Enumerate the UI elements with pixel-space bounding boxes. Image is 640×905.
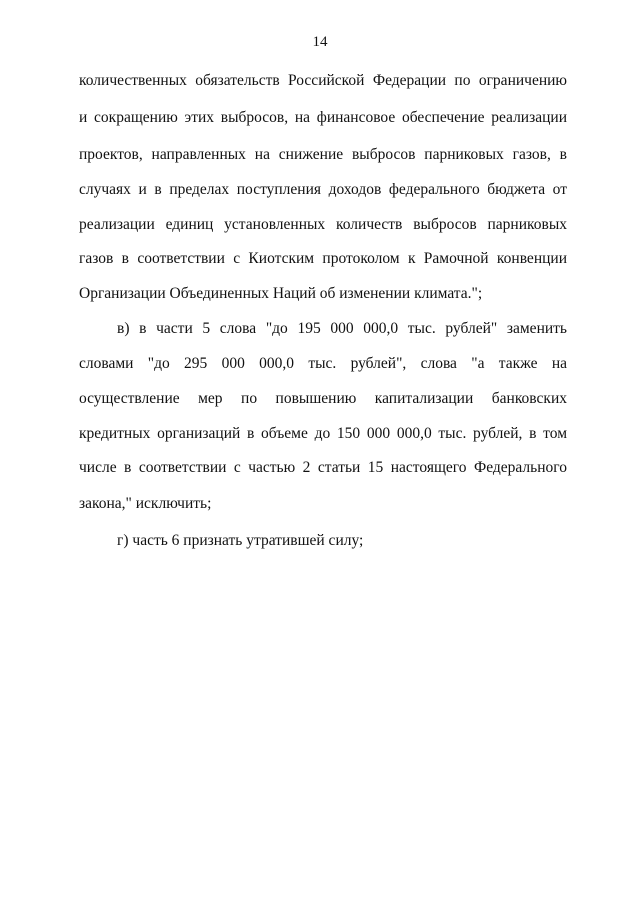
paragraph-2-line-6: закона," исключить; bbox=[79, 495, 212, 512]
paragraph-2-line-2: словами "до 295 000 000,0 тыс. рублей", слова "а также на bbox=[79, 355, 567, 372]
paragraph-1-line-1: количественных обязательств Российской Федерации по ограничению bbox=[79, 72, 567, 89]
paragraph-2-line-1: в) в части 5 слова "до 195 000 000,0 тыс. рублей" заменить bbox=[117, 320, 567, 337]
paragraph-1-line-5: реализации единиц установленных количеств выбросов парниковых bbox=[79, 216, 567, 233]
paragraph-1-line-2: и сокращению этих выбросов, на финансовое обеспечение реализации bbox=[79, 109, 567, 126]
page-number: 14 bbox=[312, 34, 328, 50]
paragraph-1-line-4: случаях и в пределах поступления доходов федерального бюджета от bbox=[79, 181, 567, 198]
paragraph-1-line-7: Организации Объединенных Наций об изменении климата."; bbox=[79, 285, 483, 302]
paragraph-1-line-6: газов в соответствии с Киотским протоколом к Рамочной конвенции bbox=[79, 250, 567, 267]
paragraph-2-line-4: кредитных организаций в объеме до 150 000 000,0 тыс. рублей, в том bbox=[79, 425, 567, 442]
paragraph-2-line-3: осуществление мер по повышению капитализации банковских bbox=[79, 390, 567, 407]
paragraph-1-line-3: проектов, направленных на снижение выбросов парниковых газов, в bbox=[79, 146, 567, 163]
paragraph-2-line-5: числе в соответствии с частью 2 статьи 15 настоящего Федерального bbox=[79, 459, 567, 476]
paragraph-3-line-1: г) часть 6 признать утратившей силу; bbox=[117, 532, 364, 549]
